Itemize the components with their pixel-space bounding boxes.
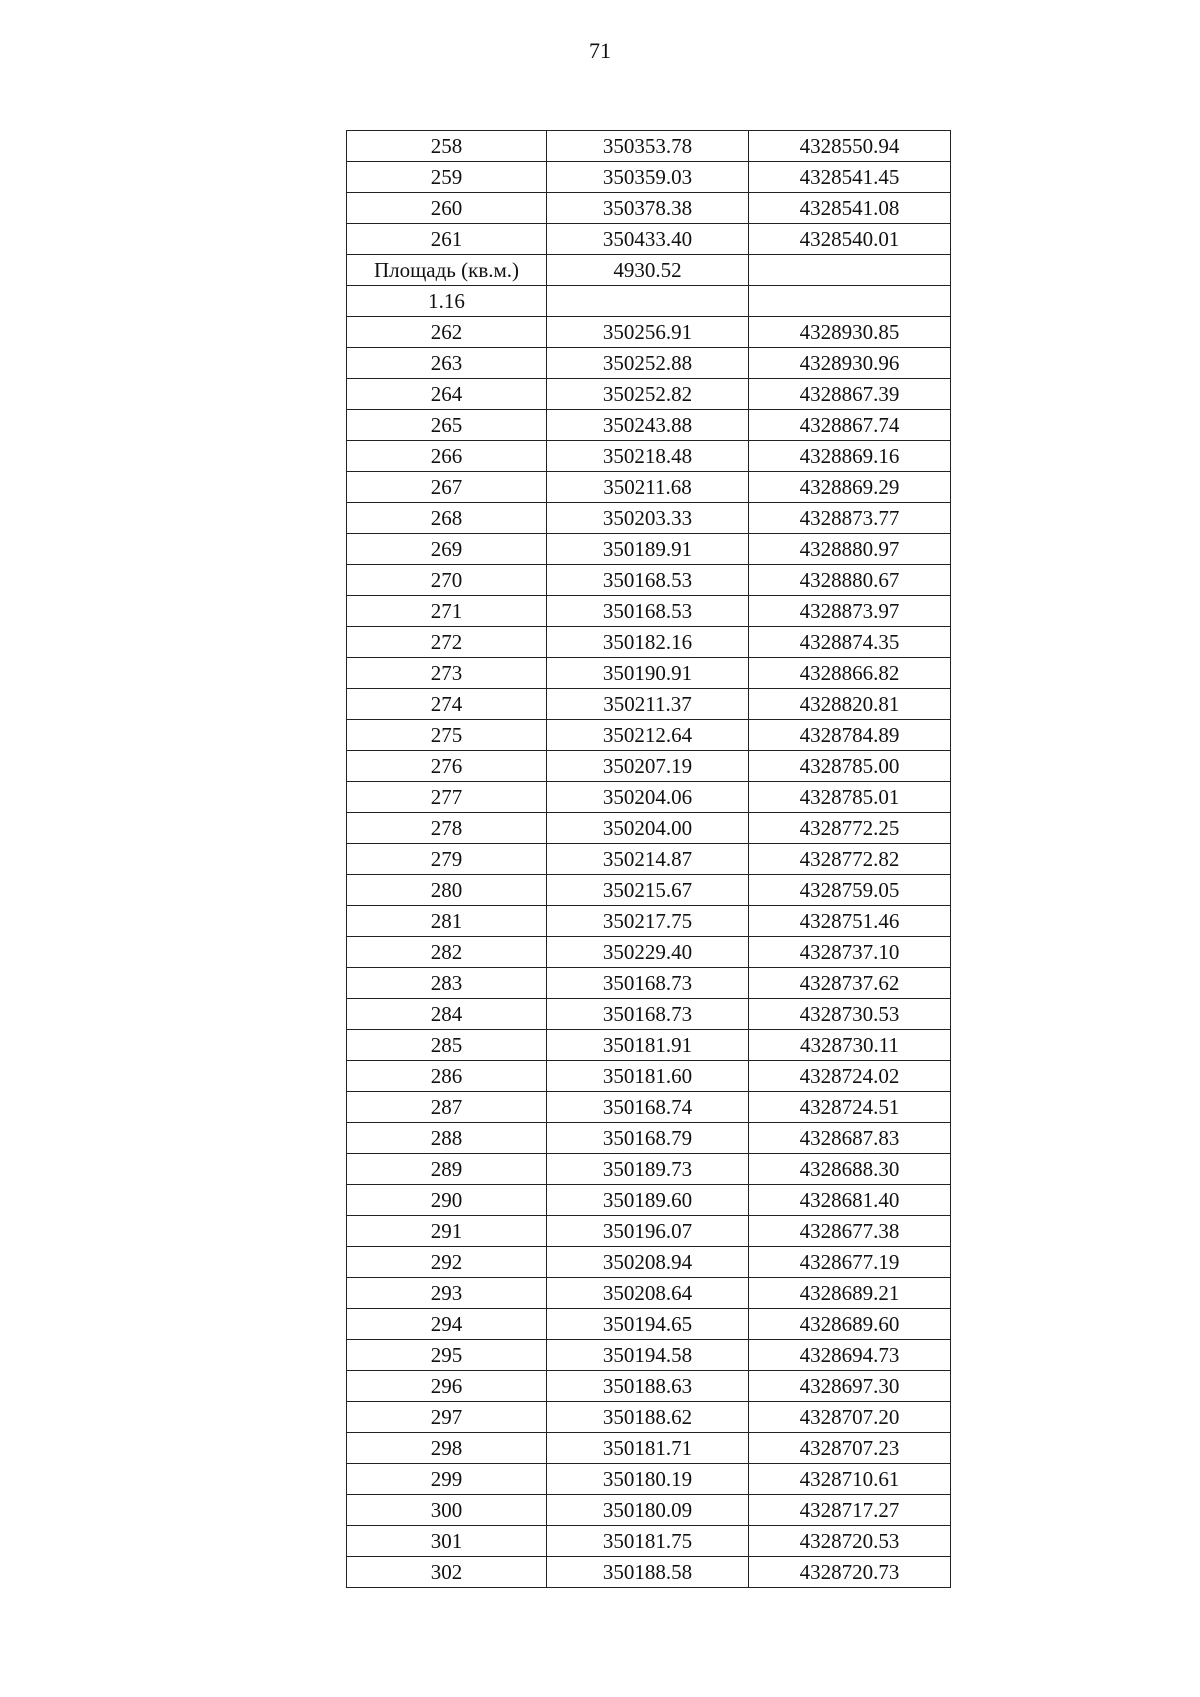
x-coordinate-cell: 350168.53 (547, 565, 749, 596)
point-number-cell: 277 (347, 782, 547, 813)
y-coordinate-cell: 4328772.82 (749, 844, 951, 875)
table-row (347, 720, 951, 751)
x-coordinate-cell: 350252.82 (547, 379, 749, 410)
point-number-cell: 272 (347, 627, 547, 658)
table-row (347, 1557, 951, 1588)
point-number-cell: 1.16 (347, 286, 547, 317)
table-row (347, 844, 951, 875)
table-row (347, 875, 951, 906)
point-number-cell: 264 (347, 379, 547, 410)
x-coordinate-cell: 350217.75 (547, 906, 749, 937)
point-number-cell: 299 (347, 1464, 547, 1495)
point-number-cell: 296 (347, 1371, 547, 1402)
y-coordinate-cell: 4328697.30 (749, 1371, 951, 1402)
y-coordinate-cell: 4328772.25 (749, 813, 951, 844)
x-coordinate-cell: 350204.06 (547, 782, 749, 813)
point-number-cell: 283 (347, 968, 547, 999)
table-row (347, 999, 951, 1030)
x-coordinate-cell: 350181.75 (547, 1526, 749, 1557)
coordinates-table-body (347, 131, 951, 1588)
y-coordinate-cell: 4328785.01 (749, 782, 951, 813)
y-coordinate-cell: 4328710.61 (749, 1464, 951, 1495)
table-row (347, 379, 951, 410)
x-coordinate-cell: 350180.09 (547, 1495, 749, 1526)
x-coordinate-cell: 350196.07 (547, 1216, 749, 1247)
y-coordinate-cell: 4328873.97 (749, 596, 951, 627)
x-coordinate-cell: 4930.52 (547, 255, 749, 286)
table-row (347, 224, 951, 255)
point-number-cell: 281 (347, 906, 547, 937)
y-coordinate-cell: 4328707.20 (749, 1402, 951, 1433)
y-coordinate-cell: 4328785.00 (749, 751, 951, 782)
x-coordinate-cell: 350189.91 (547, 534, 749, 565)
x-coordinate-cell: 350203.33 (547, 503, 749, 534)
x-coordinate-cell: 350214.87 (547, 844, 749, 875)
x-coordinate-cell: 350180.19 (547, 1464, 749, 1495)
point-number-cell: 284 (347, 999, 547, 1030)
table-row (347, 1247, 951, 1278)
point-number-cell: 301 (347, 1526, 547, 1557)
table-row (347, 317, 951, 348)
table-row (347, 1030, 951, 1061)
point-number-cell: 287 (347, 1092, 547, 1123)
x-coordinate-cell: 350207.19 (547, 751, 749, 782)
y-coordinate-cell: 4328730.11 (749, 1030, 951, 1061)
y-coordinate-cell: 4328930.96 (749, 348, 951, 379)
y-coordinate-cell: 4328720.53 (749, 1526, 951, 1557)
x-coordinate-cell: 350208.64 (547, 1278, 749, 1309)
y-coordinate-cell: 4328867.39 (749, 379, 951, 410)
table-row (347, 627, 951, 658)
point-number-cell: 292 (347, 1247, 547, 1278)
x-coordinate-cell: 350252.88 (547, 348, 749, 379)
y-coordinate-cell (749, 286, 951, 317)
y-coordinate-cell: 4328866.82 (749, 658, 951, 689)
point-number-cell: 275 (347, 720, 547, 751)
table-row (347, 937, 951, 968)
table-row (347, 472, 951, 503)
point-number-cell: 259 (347, 162, 547, 193)
x-coordinate-cell: 350215.67 (547, 875, 749, 906)
point-number-cell: 290 (347, 1185, 547, 1216)
x-coordinate-cell: 350229.40 (547, 937, 749, 968)
table-row (347, 131, 951, 162)
point-number-cell: 270 (347, 565, 547, 596)
point-number-cell: Площадь (кв.м.) (347, 255, 547, 286)
table-row (347, 1526, 951, 1557)
point-number-cell: 258 (347, 131, 547, 162)
y-coordinate-cell: 4328930.85 (749, 317, 951, 348)
y-coordinate-cell: 4328677.19 (749, 1247, 951, 1278)
x-coordinate-cell: 350188.58 (547, 1557, 749, 1588)
table-row (347, 1092, 951, 1123)
coordinates-table (346, 130, 951, 1588)
point-number-cell: 282 (347, 937, 547, 968)
y-coordinate-cell: 4328688.30 (749, 1154, 951, 1185)
x-coordinate-cell: 350433.40 (547, 224, 749, 255)
point-number-cell: 280 (347, 875, 547, 906)
x-coordinate-cell: 350211.37 (547, 689, 749, 720)
x-coordinate-cell: 350182.16 (547, 627, 749, 658)
x-coordinate-cell: 350181.60 (547, 1061, 749, 1092)
x-coordinate-cell: 350204.00 (547, 813, 749, 844)
table-row (347, 906, 951, 937)
page-number: 71 (589, 38, 611, 63)
point-number-cell: 266 (347, 441, 547, 472)
x-coordinate-cell: 350181.91 (547, 1030, 749, 1061)
y-coordinate-cell: 4328751.46 (749, 906, 951, 937)
table-row (347, 968, 951, 999)
point-number-cell: 294 (347, 1309, 547, 1340)
y-coordinate-cell: 4328737.62 (749, 968, 951, 999)
y-coordinate-cell: 4328724.02 (749, 1061, 951, 1092)
y-coordinate-cell: 4328869.16 (749, 441, 951, 472)
point-number-cell: 288 (347, 1123, 547, 1154)
x-coordinate-cell: 350168.74 (547, 1092, 749, 1123)
y-coordinate-cell: 4328737.10 (749, 937, 951, 968)
table-row (347, 503, 951, 534)
table-row (347, 1185, 951, 1216)
x-coordinate-cell: 350194.65 (547, 1309, 749, 1340)
x-coordinate-cell: 350211.68 (547, 472, 749, 503)
x-coordinate-cell: 350190.91 (547, 658, 749, 689)
y-coordinate-cell: 4328874.35 (749, 627, 951, 658)
x-coordinate-cell: 350168.79 (547, 1123, 749, 1154)
x-coordinate-cell: 350181.71 (547, 1433, 749, 1464)
x-coordinate-cell: 350353.78 (547, 131, 749, 162)
table-row (347, 1278, 951, 1309)
x-coordinate-cell: 350189.60 (547, 1185, 749, 1216)
x-coordinate-cell: 350243.88 (547, 410, 749, 441)
y-coordinate-cell: 4328869.29 (749, 472, 951, 503)
table-row (347, 441, 951, 472)
table-row (347, 596, 951, 627)
table-row (347, 1495, 951, 1526)
y-coordinate-cell: 4328730.53 (749, 999, 951, 1030)
x-coordinate-cell: 350212.64 (547, 720, 749, 751)
point-number-cell: 268 (347, 503, 547, 534)
table-row (347, 286, 951, 317)
y-coordinate-cell: 4328687.83 (749, 1123, 951, 1154)
table-row (347, 1402, 951, 1433)
x-coordinate-cell: 350188.62 (547, 1402, 749, 1433)
point-number-cell: 274 (347, 689, 547, 720)
y-coordinate-cell: 4328689.21 (749, 1278, 951, 1309)
table-row (347, 410, 951, 441)
x-coordinate-cell: 350208.94 (547, 1247, 749, 1278)
table-row (347, 534, 951, 565)
y-coordinate-cell: 4328820.81 (749, 689, 951, 720)
table-row (347, 1433, 951, 1464)
y-coordinate-cell: 4328541.45 (749, 162, 951, 193)
point-number-cell: 297 (347, 1402, 547, 1433)
point-number-cell: 293 (347, 1278, 547, 1309)
y-coordinate-cell: 4328880.67 (749, 565, 951, 596)
x-coordinate-cell: 350189.73 (547, 1154, 749, 1185)
point-number-cell: 295 (347, 1340, 547, 1371)
table-row (347, 658, 951, 689)
table-row (347, 1340, 951, 1371)
table-row (347, 1371, 951, 1402)
x-coordinate-cell: 350256.91 (547, 317, 749, 348)
y-coordinate-cell: 4328707.23 (749, 1433, 951, 1464)
table-row (347, 255, 951, 286)
y-coordinate-cell: 4328550.94 (749, 131, 951, 162)
table-row (347, 565, 951, 596)
table-row (347, 193, 951, 224)
x-coordinate-cell: 350359.03 (547, 162, 749, 193)
table-row (347, 782, 951, 813)
point-number-cell: 298 (347, 1433, 547, 1464)
point-number-cell: 279 (347, 844, 547, 875)
y-coordinate-cell: 4328873.77 (749, 503, 951, 534)
y-coordinate-cell: 4328720.73 (749, 1557, 951, 1588)
point-number-cell: 269 (347, 534, 547, 565)
x-coordinate-cell: 350194.58 (547, 1340, 749, 1371)
point-number-cell: 263 (347, 348, 547, 379)
x-coordinate-cell: 350168.73 (547, 968, 749, 999)
point-number-cell: 276 (347, 751, 547, 782)
point-number-cell: 262 (347, 317, 547, 348)
point-number-cell: 286 (347, 1061, 547, 1092)
x-coordinate-cell: 350378.38 (547, 193, 749, 224)
point-number-cell: 271 (347, 596, 547, 627)
x-coordinate-cell: 350218.48 (547, 441, 749, 472)
point-number-cell: 302 (347, 1557, 547, 1588)
point-number-cell: 285 (347, 1030, 547, 1061)
y-coordinate-cell: 4328784.89 (749, 720, 951, 751)
y-coordinate-cell: 4328880.97 (749, 534, 951, 565)
table-row (347, 813, 951, 844)
y-coordinate-cell: 4328694.73 (749, 1340, 951, 1371)
x-coordinate-cell (547, 286, 749, 317)
y-coordinate-cell: 4328541.08 (749, 193, 951, 224)
y-coordinate-cell: 4328717.27 (749, 1495, 951, 1526)
point-number-cell: 278 (347, 813, 547, 844)
point-number-cell: 291 (347, 1216, 547, 1247)
y-coordinate-cell: 4328689.60 (749, 1309, 951, 1340)
point-number-cell: 260 (347, 193, 547, 224)
table-row (347, 751, 951, 782)
table-row (347, 1464, 951, 1495)
y-coordinate-cell: 4328759.05 (749, 875, 951, 906)
table-row (347, 1123, 951, 1154)
point-number-cell: 273 (347, 658, 547, 689)
y-coordinate-cell: 4328867.74 (749, 410, 951, 441)
table-row (347, 162, 951, 193)
point-number-cell: 289 (347, 1154, 547, 1185)
x-coordinate-cell: 350188.63 (547, 1371, 749, 1402)
table-row (347, 1154, 951, 1185)
table-row (347, 1061, 951, 1092)
table-row (347, 1309, 951, 1340)
point-number-cell: 265 (347, 410, 547, 441)
table-row (347, 348, 951, 379)
y-coordinate-cell: 4328681.40 (749, 1185, 951, 1216)
table-row (347, 689, 951, 720)
table-row (347, 1216, 951, 1247)
x-coordinate-cell: 350168.53 (547, 596, 749, 627)
y-coordinate-cell: 4328677.38 (749, 1216, 951, 1247)
y-coordinate-cell (749, 255, 951, 286)
point-number-cell: 267 (347, 472, 547, 503)
point-number-cell: 261 (347, 224, 547, 255)
y-coordinate-cell: 4328724.51 (749, 1092, 951, 1123)
y-coordinate-cell: 4328540.01 (749, 224, 951, 255)
x-coordinate-cell: 350168.73 (547, 999, 749, 1030)
point-number-cell: 300 (347, 1495, 547, 1526)
